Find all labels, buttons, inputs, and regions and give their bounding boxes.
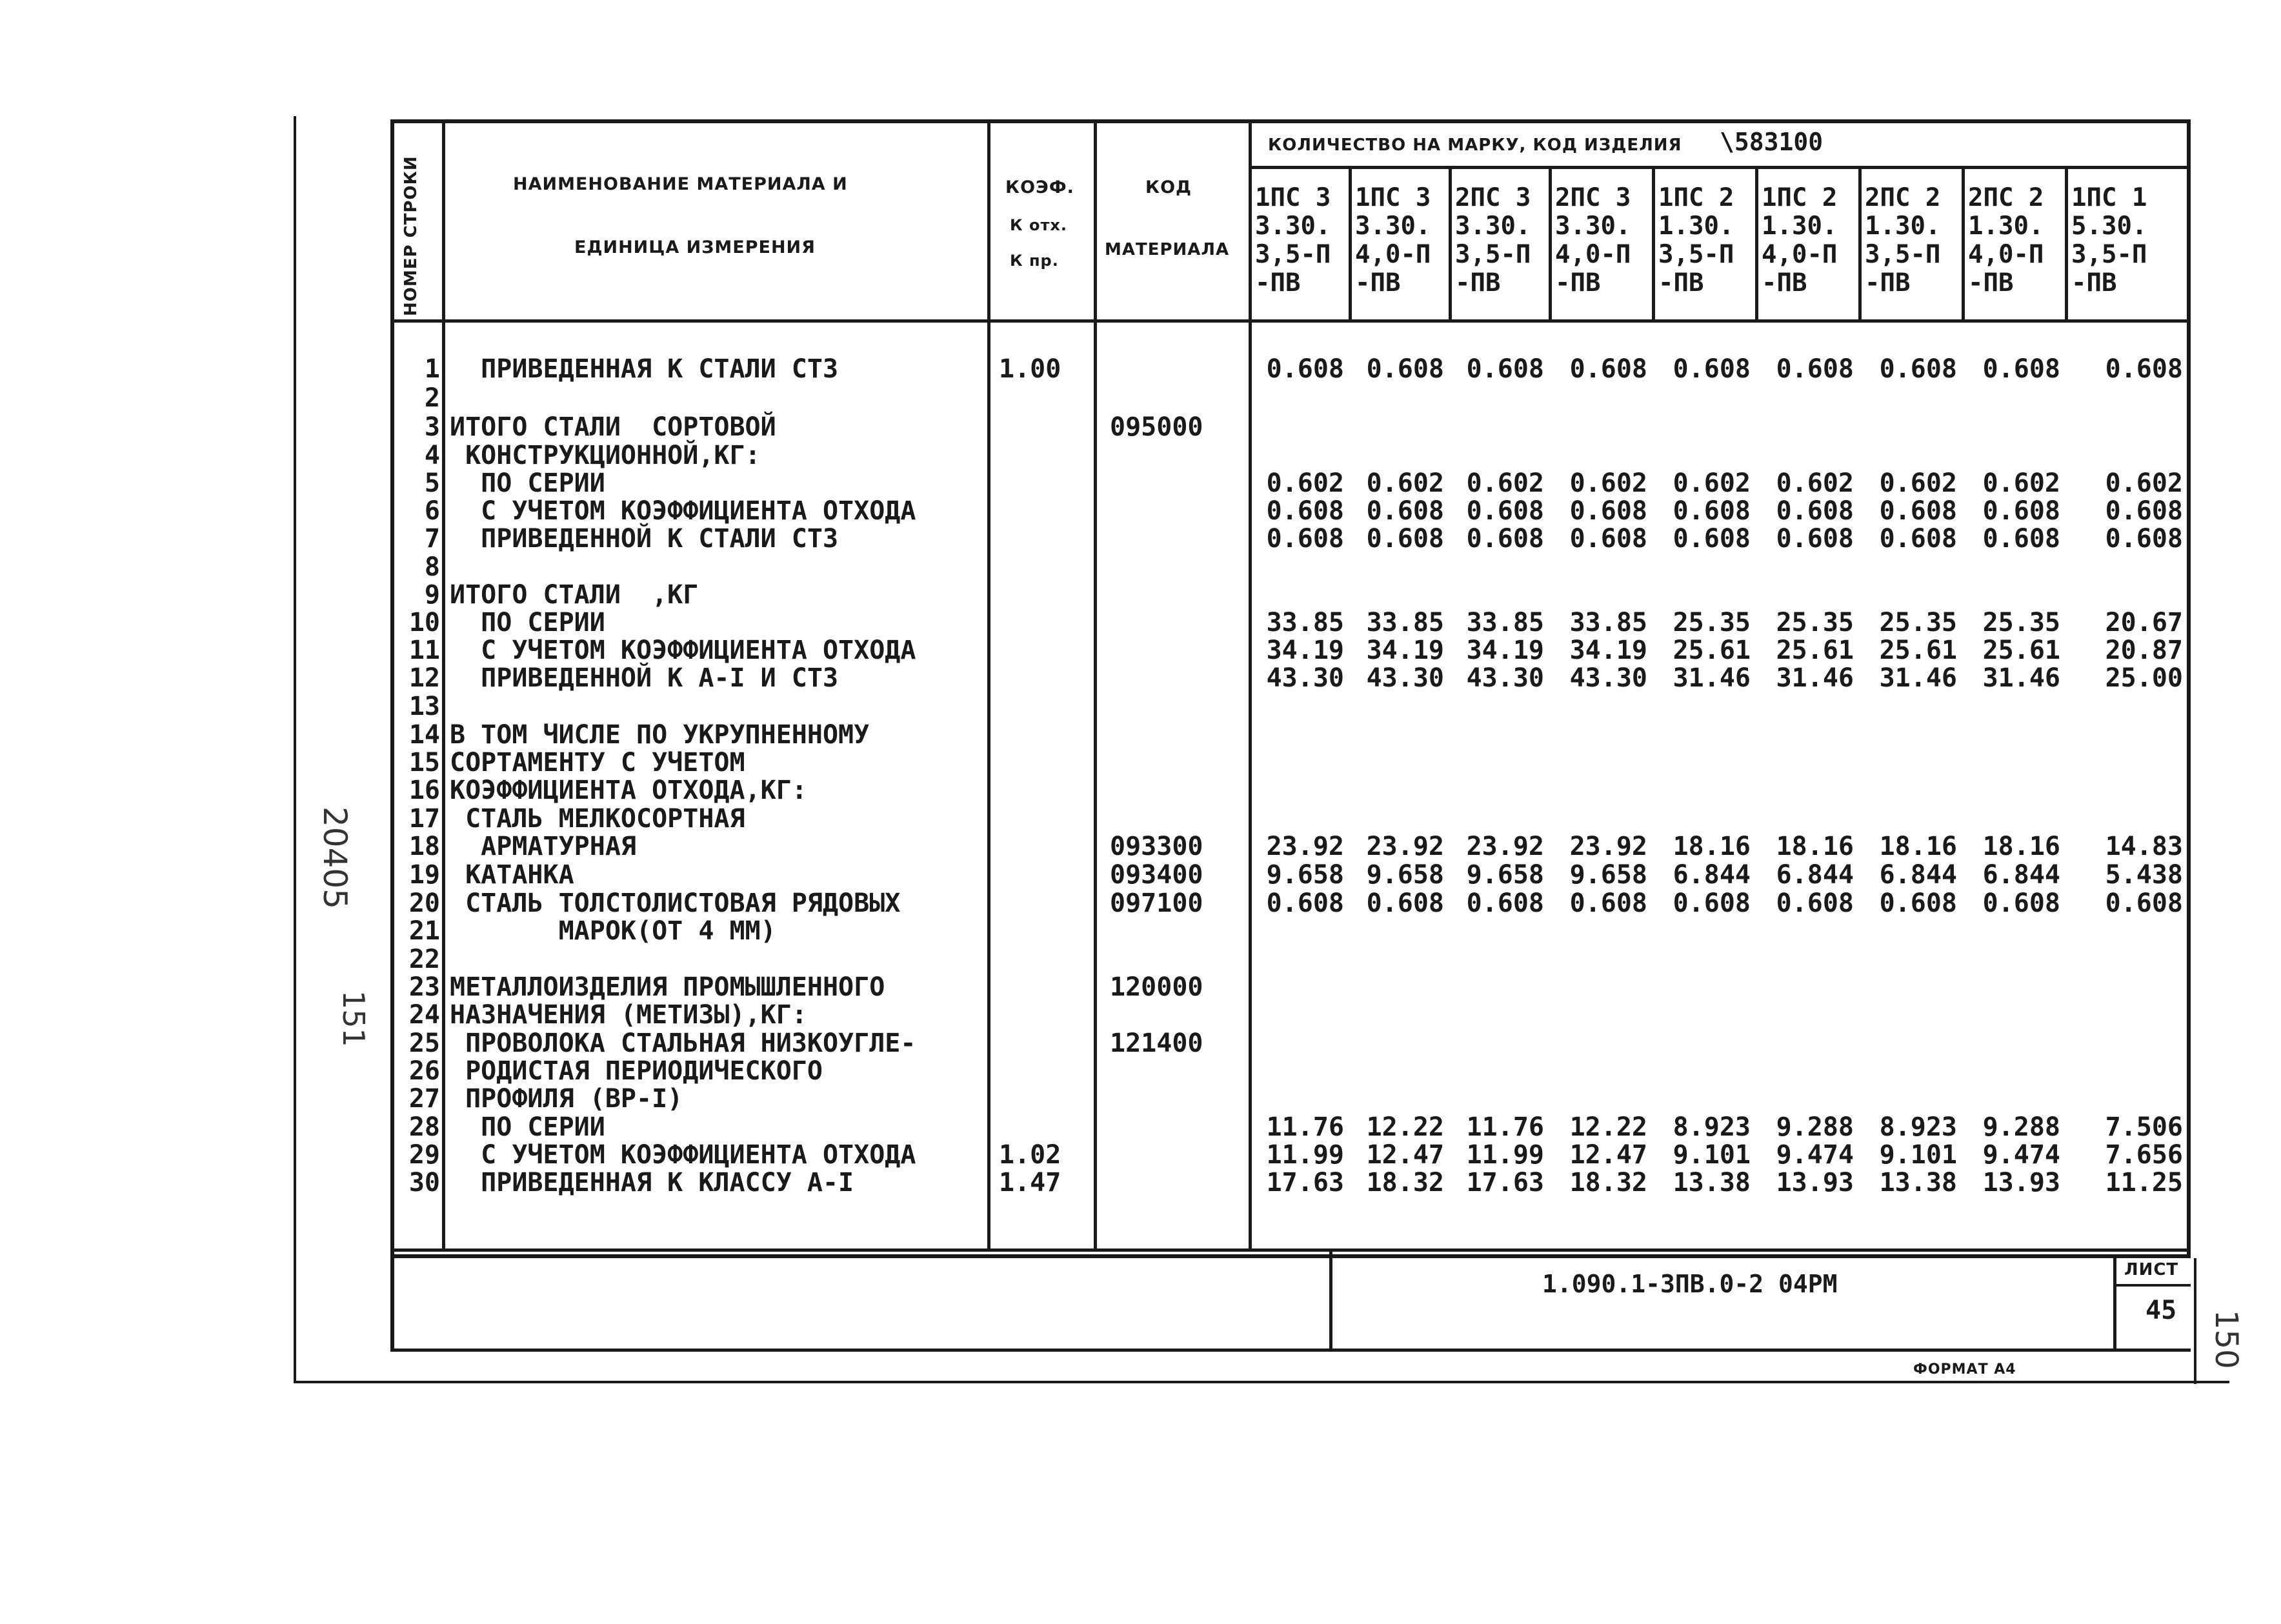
row-description: ПРОФИЛЯ (ВР-I) <box>450 1084 683 1114</box>
row-number: 18 <box>408 832 440 861</box>
row-description: ПРОВОЛОКА СТАЛЬНАЯ НИЗКОУГЛЕ- <box>450 1028 916 1058</box>
header-name-line1: НАИМЕНОВАНИЕ МАТЕРИАЛА И <box>513 174 848 194</box>
row-value: 0.608 <box>1466 354 1544 384</box>
row-description: МАРОК(ОТ 4 ММ) <box>450 916 776 946</box>
row-value: 0.608 <box>1776 888 1854 918</box>
row-material-code: 093400 <box>1110 860 1203 890</box>
row-value: 0.608 <box>1673 354 1751 384</box>
row-value: 12.47 <box>1569 1140 1647 1170</box>
qty-column-header: 2ПС 2 1.30. 3,5-П -ПВ <box>1865 183 1941 297</box>
header-coef-line2: К отх. <box>1010 216 1067 234</box>
row-number: 11 <box>408 636 440 665</box>
qty-column-header: 2ПС 2 1.30. 4,0-П -ПВ <box>1968 183 2044 297</box>
qty-col-separator <box>1652 166 1655 319</box>
row-number: 17 <box>408 804 440 834</box>
row-value: 0.608 <box>1266 888 1344 918</box>
row-coefficient: 1.02 <box>999 1140 1061 1170</box>
row-value: 31.46 <box>1776 663 1854 693</box>
row-value: 9.658 <box>1466 860 1544 890</box>
row-value: 18.16 <box>1776 832 1854 861</box>
row-value: 0.608 <box>1366 524 1444 554</box>
row-value: 0.608 <box>1879 354 1957 384</box>
row-value: 25.61 <box>1879 636 1957 665</box>
row-description: ИТОГО СТАЛИ СОРТОВОЙ <box>450 412 776 442</box>
row-value: 0.608 <box>1366 496 1444 526</box>
row-value: 43.30 <box>1366 663 1444 693</box>
qty-column-header: 1ПС 2 1.30. 3,5-П -ПВ <box>1658 183 1734 297</box>
row-number: 6 <box>424 496 440 526</box>
row-value: 25.35 <box>1879 608 1957 637</box>
row-value: 33.85 <box>1466 608 1544 637</box>
row-coefficient: 1.47 <box>999 1168 1061 1198</box>
row-value: 13.93 <box>1776 1168 1854 1198</box>
row-value: 0.608 <box>1569 524 1647 554</box>
row-value: 11.76 <box>1266 1112 1344 1142</box>
row-description: АРМАТУРНАЯ <box>450 832 636 861</box>
row-value: 14.83 <box>2105 832 2183 861</box>
row-value: 0.608 <box>2105 354 2183 384</box>
row-value: 7.506 <box>2105 1112 2183 1142</box>
stamp-bottom <box>390 1348 2191 1352</box>
row-value: 25.35 <box>1776 608 1854 637</box>
header-coef-line3: К пр. <box>1010 252 1059 270</box>
row-value: 34.19 <box>1569 636 1647 665</box>
row-description: КОНСТРУКЦИОННОЙ,КГ: <box>450 441 761 470</box>
row-value: 34.19 <box>1466 636 1544 665</box>
row-description: РОДИСТАЯ ПЕРИОДИЧЕСКОГО <box>450 1056 823 1086</box>
row-value: 31.46 <box>1879 663 1957 693</box>
row-value: 0.608 <box>1266 496 1344 526</box>
row-value: 0.608 <box>1466 888 1544 918</box>
row-material-code: 120000 <box>1110 972 1203 1002</box>
row-value: 0.608 <box>2105 524 2183 554</box>
row-value: 9.658 <box>1569 860 1647 890</box>
row-description: ПРИВЕДЕННОЙ К А-I И СТЗ <box>450 663 839 693</box>
row-value: 12.22 <box>1366 1112 1444 1142</box>
row-value: 0.608 <box>1569 496 1647 526</box>
stamp-designation: 1.090.1-3ПВ.0-2 04РМ <box>1542 1270 1838 1298</box>
row-description: МЕТАЛЛОИЗДЕЛИЯ ПРОМЫШЛЕННОГО <box>450 972 885 1002</box>
row-value: 11.99 <box>1466 1140 1544 1170</box>
row-value: 23.92 <box>1466 832 1544 861</box>
row-value: 18.16 <box>1673 832 1751 861</box>
row-description: ПРИВЕДЕННАЯ К СТАЛИ СТЗ <box>450 354 839 384</box>
qty-header-separator <box>1249 166 2191 169</box>
row-value: 12.22 <box>1569 1112 1647 1142</box>
row-description: В ТОМ ЧИСЛЕ ПО УКРУПНЕННОМУ <box>450 720 870 750</box>
row-value: 0.608 <box>1982 888 2060 918</box>
row-number: 10 <box>408 608 440 637</box>
row-value: 0.602 <box>1982 468 2060 498</box>
row-value: 0.602 <box>1266 468 1344 498</box>
row-number: 21 <box>408 916 440 946</box>
header-qty-code: \583100 <box>1720 128 1824 156</box>
sheet-box-sep <box>2113 1284 2191 1287</box>
row-value: 0.608 <box>1982 354 2060 384</box>
row-value: 31.46 <box>1982 663 2060 693</box>
row-value: 18.16 <box>1879 832 1957 861</box>
row-value: 8.923 <box>1879 1112 1957 1142</box>
qty-col-separator <box>1858 166 1862 319</box>
row-number: 13 <box>408 692 440 721</box>
sheet-label: ЛИСТ <box>2124 1260 2179 1279</box>
row-value: 0.608 <box>1366 354 1444 384</box>
row-value: 0.602 <box>1776 468 1854 498</box>
row-description: С УЧЕТОМ КОЭФФИЦИЕНТА ОТХОДА <box>450 1140 916 1170</box>
row-value: 0.608 <box>2105 496 2183 526</box>
row-value: 13.38 <box>1879 1168 1957 1198</box>
row-value: 0.602 <box>1366 468 1444 498</box>
col-sep-coef <box>1094 119 1097 1248</box>
row-value: 43.30 <box>1266 663 1344 693</box>
row-number: 29 <box>408 1140 440 1170</box>
row-value: 9.658 <box>1266 860 1344 890</box>
row-value: 0.608 <box>1673 888 1751 918</box>
right-frame-line <box>2194 1258 2196 1384</box>
row-number: 4 <box>424 441 440 470</box>
qty-column-header: 2ПС 3 3.30. 4,0-П -ПВ <box>1555 183 1631 297</box>
row-value: 33.85 <box>1569 608 1647 637</box>
row-value: 20.67 <box>2105 608 2183 637</box>
row-number: 26 <box>408 1056 440 1086</box>
row-value: 0.608 <box>1673 496 1751 526</box>
row-value: 17.63 <box>1266 1168 1344 1198</box>
row-value: 25.61 <box>1776 636 1854 665</box>
row-description: КОЭФФИЦИЕНТА ОТХОДА,КГ: <box>450 776 807 805</box>
row-material-code: 097100 <box>1110 888 1203 918</box>
row-value: 0.608 <box>1466 524 1544 554</box>
header-row-number: НОМЕР СТРОКИ <box>401 155 421 316</box>
header-code-line1: КОД <box>1145 177 1192 197</box>
row-number: 8 <box>424 552 440 582</box>
row-value: 0.602 <box>1879 468 1957 498</box>
row-value: 0.608 <box>1776 354 1854 384</box>
row-value: 18.32 <box>1366 1168 1444 1198</box>
row-value: 9.288 <box>1776 1112 1854 1142</box>
row-value: 25.61 <box>1982 636 2060 665</box>
row-value: 6.844 <box>1776 860 1854 890</box>
row-number: 23 <box>408 972 440 1002</box>
row-value: 43.30 <box>1466 663 1544 693</box>
row-description: С УЧЕТОМ КОЭФФИЦИЕНТА ОТХОДА <box>450 496 916 526</box>
row-number: 28 <box>408 1112 440 1142</box>
row-description: ПО СЕРИИ <box>450 1112 605 1142</box>
format-label: ФОРМАТ А4 <box>1913 1361 2016 1378</box>
bottom-trim-line <box>294 1381 2229 1383</box>
row-value: 0.608 <box>1569 888 1647 918</box>
inventory-number: 20405 <box>316 807 354 910</box>
row-number: 9 <box>424 580 440 610</box>
row-value: 0.608 <box>1982 496 2060 526</box>
row-description: СТАЛЬ ТОЛСТОЛИСТОВАЯ РЯДОВЫХ <box>450 888 901 918</box>
row-value: 9.658 <box>1366 860 1444 890</box>
row-description: СОРТАМЕНТУ С УЧЕТОМ <box>450 748 745 777</box>
row-number: 19 <box>408 860 440 890</box>
row-number: 5 <box>424 468 440 498</box>
row-number: 16 <box>408 776 440 805</box>
row-value: 11.25 <box>2105 1168 2183 1198</box>
row-value: 0.602 <box>2105 468 2183 498</box>
header-name-line2: ЕДИНИЦА ИЗМЕРЕНИЯ <box>574 237 816 257</box>
row-number: 2 <box>424 383 440 413</box>
row-value: 8.923 <box>1673 1112 1751 1142</box>
row-value: 25.35 <box>1982 608 2060 637</box>
row-value: 5.438 <box>2105 860 2183 890</box>
row-number: 25 <box>408 1028 440 1058</box>
row-value: 0.602 <box>1673 468 1751 498</box>
row-material-code: 095000 <box>1110 412 1203 442</box>
row-value: 33.85 <box>1266 608 1344 637</box>
row-number: 22 <box>408 945 440 974</box>
row-number: 3 <box>424 412 440 442</box>
row-value: 34.19 <box>1366 636 1444 665</box>
qty-column-header: 1ПС 2 1.30. 4,0-П -ПВ <box>1762 183 1838 297</box>
row-number: 30 <box>408 1168 440 1198</box>
row-value: 0.608 <box>2105 888 2183 918</box>
row-value: 0.608 <box>1776 496 1854 526</box>
row-number: 14 <box>408 720 440 750</box>
row-value: 0.608 <box>1673 524 1751 554</box>
row-value: 23.92 <box>1266 832 1344 861</box>
row-value: 9.474 <box>1776 1140 1854 1170</box>
col-sep-name <box>987 119 990 1248</box>
row-value: 18.32 <box>1569 1168 1647 1198</box>
data-bottom-rule <box>390 1248 2191 1252</box>
row-value: 25.00 <box>2105 663 2183 693</box>
row-material-code: 121400 <box>1110 1028 1203 1058</box>
row-value: 43.30 <box>1569 663 1647 693</box>
row-number: 15 <box>408 748 440 777</box>
sheet-number: 45 <box>2145 1296 2177 1325</box>
row-description: ПО СЕРИИ <box>450 468 605 498</box>
qty-column-header: 1ПС 1 5.30. 3,5-П -ПВ <box>2071 183 2147 297</box>
row-value: 13.38 <box>1673 1168 1751 1198</box>
binding-line <box>294 116 296 1381</box>
row-value: 0.608 <box>1366 888 1444 918</box>
row-value: 17.63 <box>1466 1168 1544 1198</box>
row-value: 6.844 <box>1982 860 2060 890</box>
qty-column-header: 1ПС 3 3.30. 3,5-П -ПВ <box>1255 183 1331 297</box>
row-number: 7 <box>424 524 440 554</box>
qty-column-header: 1ПС 3 3.30. 4,0-П -ПВ <box>1355 183 1431 297</box>
row-value: 0.602 <box>1569 468 1647 498</box>
row-value: 25.61 <box>1673 636 1751 665</box>
row-value: 0.608 <box>1466 496 1544 526</box>
row-value: 7.656 <box>2105 1140 2183 1170</box>
row-value: 0.602 <box>1466 468 1544 498</box>
left-page-number: 151 <box>336 990 371 1047</box>
row-value: 11.99 <box>1266 1140 1344 1170</box>
qty-col-separator <box>1755 166 1758 319</box>
row-description: С УЧЕТОМ КОЭФФИЦИЕНТА ОТХОДА <box>450 636 916 665</box>
row-value: 9.101 <box>1879 1140 1957 1170</box>
row-description: КАТАНКА <box>450 860 574 890</box>
row-value: 18.16 <box>1982 832 2060 861</box>
stamp-sep-left <box>1329 1248 1332 1352</box>
row-value: 0.608 <box>1266 354 1344 384</box>
row-number: 1 <box>424 354 440 384</box>
row-number: 27 <box>408 1084 440 1114</box>
row-number: 20 <box>408 888 440 918</box>
header-qty-label: КОЛИЧЕСТВО НА МАРКУ, КОД ИЗДЕЛИЯ <box>1268 135 1682 155</box>
stamp-frame-left <box>390 1248 394 1352</box>
row-coefficient: 1.00 <box>999 354 1061 384</box>
row-value: 11.76 <box>1466 1112 1544 1142</box>
row-value: 0.608 <box>1879 524 1957 554</box>
row-value: 33.85 <box>1366 608 1444 637</box>
row-value: 6.844 <box>1879 860 1957 890</box>
row-description: ПРИВЕДЕННОЙ К СТАЛИ СТЗ <box>450 524 839 554</box>
row-value: 0.608 <box>1879 496 1957 526</box>
header-coef-line1: КОЭФ. <box>1005 177 1074 197</box>
row-value: 0.608 <box>1776 524 1854 554</box>
row-value: 0.608 <box>1982 524 2060 554</box>
row-value: 31.46 <box>1673 663 1751 693</box>
row-value: 0.608 <box>1569 354 1647 384</box>
row-value: 9.474 <box>1982 1140 2060 1170</box>
row-value: 23.92 <box>1366 832 1444 861</box>
row-number: 24 <box>408 1000 440 1030</box>
row-value: 20.87 <box>2105 636 2183 665</box>
row-description: НАЗНАЧЕНИЯ (МЕТИЗЫ),КГ: <box>450 1000 807 1030</box>
right-page-number: 150 <box>2208 1310 2244 1369</box>
row-description: ПРИВЕДЕННАЯ К КЛАССУ А-I <box>450 1168 854 1198</box>
row-value: 6.844 <box>1673 860 1751 890</box>
row-value: 23.92 <box>1569 832 1647 861</box>
row-value: 9.101 <box>1673 1140 1751 1170</box>
header-code-line2: МАТЕРИАЛА <box>1105 240 1230 259</box>
row-description: ИТОГО СТАЛИ ,КГ <box>450 580 699 610</box>
qty-col-separator <box>1962 166 1965 319</box>
row-value: 12.47 <box>1366 1140 1444 1170</box>
row-description: ПО СЕРИИ <box>450 608 605 637</box>
row-description: СТАЛЬ МЕЛКОСОРТНАЯ <box>450 804 745 834</box>
qty-col-separator <box>2065 166 2068 319</box>
col-sep-rownum <box>442 119 445 1248</box>
row-value: 13.93 <box>1982 1168 2060 1198</box>
row-value: 25.35 <box>1673 608 1751 637</box>
row-value: 0.608 <box>1879 888 1957 918</box>
row-value: 34.19 <box>1266 636 1344 665</box>
row-number: 12 <box>408 663 440 693</box>
row-material-code: 093300 <box>1110 832 1203 861</box>
row-value: 0.608 <box>1266 524 1344 554</box>
row-value: 9.288 <box>1982 1112 2060 1142</box>
header-separator <box>390 319 2191 323</box>
qty-column-header: 2ПС 3 3.30. 3,5-П -ПВ <box>1455 183 1531 297</box>
